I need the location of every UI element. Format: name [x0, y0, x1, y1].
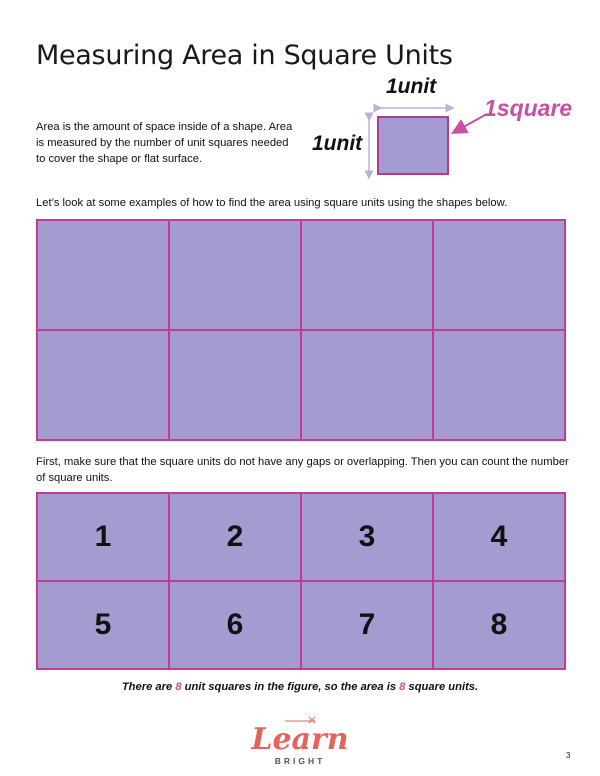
numbered-cell: 5 [37, 581, 169, 669]
logo-word: Learn [251, 722, 349, 757]
grid-cell [433, 330, 565, 440]
examples-text: Let’s look at some examples of how to find the area using square units using the shapes below. [36, 197, 508, 209]
numbered-cell: 8 [433, 581, 565, 669]
intro-paragraph: Area is the amount of space inside of a shape. Area is measured by the number of unit squares needed to cover the shape or flat surface. [36, 121, 293, 165]
area-summary [0, 681, 600, 693]
numbered-cell: 2 [169, 493, 301, 581]
page-number: 3 [566, 751, 571, 760]
numbered-cell: 1 [37, 493, 169, 581]
unit-left-label: 1unit [312, 132, 363, 155]
square-pointer-arrow [458, 115, 485, 130]
counting-instructions: First, make sure that the square units do not have any gaps or overlapping. Then you can count the number of square units. [36, 456, 569, 484]
grid-cell [37, 220, 169, 330]
empty-square-grid [36, 219, 566, 441]
numbered-cell: 7 [301, 581, 433, 669]
learn-bright-logo [245, 716, 355, 766]
numbered-cell: 3 [301, 493, 433, 581]
unit-top-label: 1unit [386, 75, 437, 98]
grid-cell [301, 330, 433, 440]
grid-cell [169, 330, 301, 440]
numbered-cell: 4 [433, 493, 565, 581]
square-label: 1square [484, 95, 573, 121]
grid-cell [433, 220, 565, 330]
numbered-cell: 6 [169, 581, 301, 669]
summary-count: 8 [175, 681, 182, 693]
summary-text: There are [121, 681, 176, 693]
page-title: Measuring Area in Square Units [36, 40, 453, 71]
grid-cell [37, 330, 169, 440]
logo-subtitle: BRIGHT [274, 756, 326, 766]
grid-cell [301, 220, 433, 330]
numbered-square-grid [36, 492, 566, 670]
unit-square-diagram [300, 72, 600, 192]
summary-text: square units. [405, 681, 479, 693]
unit-square [377, 116, 449, 175]
summary-text: unit squares in the figure, so the area is [181, 681, 400, 693]
grid-cell [169, 220, 301, 330]
summary-area: 8 [399, 681, 406, 693]
